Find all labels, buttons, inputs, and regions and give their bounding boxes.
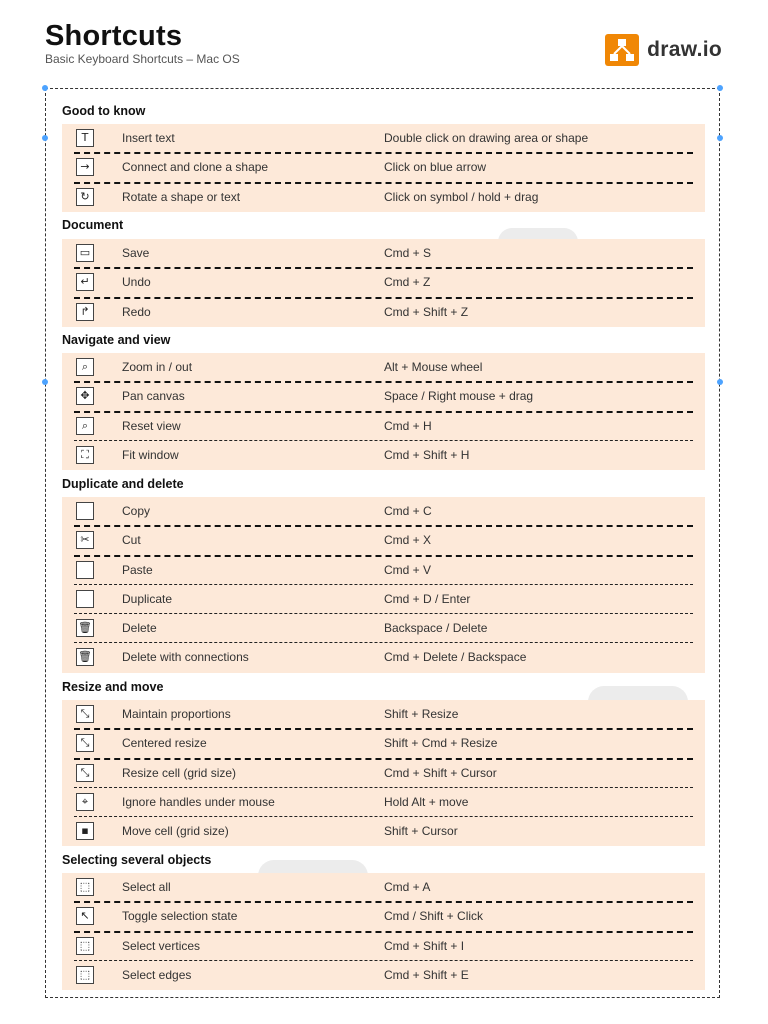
shortcut-keys: Cmd + C [384, 504, 432, 518]
shortcut-keys: Cmd + S [384, 246, 432, 260]
shortcut-keys: Cmd + Shift + E [384, 967, 469, 982]
shortcut-group [62, 873, 705, 990]
section-title: Document [62, 218, 124, 232]
delete-connections-icon: 🗑 [76, 648, 94, 666]
shortcut-keys: Cmd + Shift + I [384, 938, 465, 953]
copy-icon [76, 502, 94, 520]
shortcut-keys: Double click on drawing area or shape [384, 131, 589, 145]
shortcut-row [62, 643, 705, 672]
cut-icon: ✂ [76, 531, 94, 549]
shortcut-action: Select edges [122, 967, 192, 982]
handle-left-1[interactable] [42, 135, 48, 141]
shortcut-action: Paste [122, 562, 153, 577]
reset-view-icon: ⌕ [76, 417, 94, 435]
section-title: Selecting several objects [62, 853, 212, 867]
shortcut-row [62, 497, 705, 526]
shortcut-keys: Cmd + Shift + Cursor [384, 765, 497, 780]
ignore-handles-icon: ⌖ [76, 793, 94, 811]
shortcut-group [62, 124, 705, 212]
shortcut-row [62, 298, 705, 327]
shortcut-row [62, 614, 705, 643]
shortcut-row [62, 700, 705, 729]
shortcut-action: Toggle selection state [122, 909, 238, 924]
shortcut-keys: Cmd + Z [384, 275, 431, 290]
shortcut-row [62, 183, 705, 212]
shortcut-keys: Backspace / Delete [384, 621, 488, 636]
shortcut-keys: Alt + Mouse wheel [384, 360, 483, 374]
trash-icon: 🗑 [76, 619, 94, 637]
shortcut-row [62, 729, 705, 758]
shortcut-keys: Cmd + X [384, 533, 432, 548]
toggle-selection-icon: ↖ [76, 907, 94, 925]
shortcut-row [62, 153, 705, 182]
shortcut-action: Delete with connections [122, 650, 249, 665]
section-title: Resize and move [62, 680, 164, 694]
shortcut-keys: Cmd + Shift + H [384, 447, 470, 462]
shortcut-keys: Cmd + Delete / Backspace [384, 650, 527, 665]
shortcut-row [62, 412, 705, 441]
shortcut-action: Duplicate [122, 591, 173, 606]
shortcut-row [62, 353, 705, 382]
shortcut-row [62, 124, 705, 153]
shortcut-action: Reset view [122, 418, 181, 433]
duplicate-icon [76, 590, 94, 608]
shortcut-row [62, 817, 705, 846]
handle-left-2[interactable] [42, 379, 48, 385]
shortcut-keys: Click on blue arrow [384, 160, 487, 175]
shortcut-row [62, 585, 705, 614]
shortcut-action: Copy [122, 504, 151, 518]
shortcut-action: Zoom in / out [122, 360, 193, 374]
arrow-right-icon: → [76, 158, 94, 176]
shortcut-action: Undo [122, 275, 151, 290]
shortcut-group [62, 239, 705, 327]
centered-resize-icon: ⤡ [76, 734, 94, 752]
select-edges-icon: ⬚ [76, 966, 94, 984]
shortcut-action: Centered resize [122, 736, 207, 751]
handle-right-1[interactable] [717, 135, 723, 141]
shortcut-action: Connect and clone a shape [122, 160, 269, 175]
shortcut-row [62, 902, 705, 931]
header [45, 18, 240, 66]
drawio-logo-icon [605, 34, 639, 66]
shortcut-keys: Cmd + D / Enter [384, 591, 471, 606]
shortcut-keys: Cmd / Shift + Click [384, 909, 484, 924]
shortcut-row [62, 382, 705, 411]
pan-icon: ✥ [76, 387, 94, 405]
shortcut-row [62, 873, 705, 902]
handle-right-2[interactable] [717, 379, 723, 385]
shortcut-keys: Cmd + H [384, 418, 432, 433]
shortcut-keys: Hold Alt + move [384, 794, 469, 809]
resize-cell-icon: ⤡ [76, 764, 94, 782]
shortcut-action: Insert text [122, 131, 175, 145]
shortcut-action: Delete [122, 621, 157, 636]
shortcut-keys: Cmd + V [384, 562, 432, 577]
shortcut-action: Rotate a shape or text [122, 189, 241, 204]
resize-proportions-icon: ⤡ [76, 705, 94, 723]
shortcut-row [62, 961, 705, 990]
shortcut-action: Save [122, 246, 150, 260]
save-icon: ▭ [76, 244, 94, 262]
shortcut-group [62, 497, 705, 673]
handle-top-right[interactable] [717, 85, 723, 91]
select-vertices-icon: ⬚ [76, 937, 94, 955]
shortcut-keys: Shift + Cursor [384, 824, 458, 839]
shortcut-action: Ignore handles under mouse [122, 794, 275, 809]
shortcut-row [62, 441, 705, 470]
undo-icon: ↵ [76, 273, 94, 291]
shortcut-action: Redo [122, 304, 151, 319]
section-title: Navigate and view [62, 333, 171, 347]
shortcut-row [62, 526, 705, 555]
shortcut-action: Resize cell (grid size) [122, 765, 237, 780]
drawio-logo[interactable] [605, 34, 722, 66]
page-subtitle: Basic Keyboard Shortcuts – Mac OS [45, 52, 240, 66]
shortcut-row [62, 759, 705, 788]
shortcut-keys: Click on symbol / hold + drag [384, 189, 539, 204]
section-title: Duplicate and delete [62, 477, 184, 491]
shortcut-keys: Shift + Resize [384, 707, 459, 721]
shortcut-keys: Cmd + Shift + Z [384, 304, 469, 319]
shortcut-row [62, 932, 705, 961]
shortcut-group [62, 353, 705, 470]
shortcut-row [62, 239, 705, 268]
move-cell-icon: ▪ [76, 822, 94, 840]
zoom-icon: ⌕ [76, 358, 94, 376]
rotate-icon: ↻ [76, 188, 94, 206]
shortcut-row [62, 788, 705, 817]
select-all-icon: ⬚ [76, 878, 94, 896]
shortcut-action: Move cell (grid size) [122, 824, 229, 839]
section-title: Good to know [62, 104, 146, 118]
shortcut-action: Fit window [122, 447, 179, 462]
shortcut-keys: Cmd + A [384, 880, 431, 894]
paste-icon [76, 561, 94, 579]
text-icon: T [76, 129, 94, 147]
shortcut-action: Select all [122, 880, 171, 894]
shortcut-row [62, 268, 705, 297]
shortcut-keys: Shift + Cmd + Resize [384, 736, 498, 751]
shortcut-action: Cut [122, 533, 141, 548]
logo-text: draw.io [647, 38, 722, 61]
fit-window-icon: ⛶ [76, 446, 94, 464]
handle-top-left[interactable] [42, 85, 48, 91]
shortcut-row [62, 556, 705, 585]
shortcut-keys: Space / Right mouse + drag [384, 389, 534, 404]
shortcut-action: Select vertices [122, 938, 201, 953]
redo-icon: ↱ [76, 303, 94, 321]
shortcut-group [62, 700, 705, 846]
page-title: Shortcuts [45, 20, 183, 52]
shortcut-action: Maintain proportions [122, 707, 231, 721]
shortcut-action: Pan canvas [122, 389, 185, 404]
